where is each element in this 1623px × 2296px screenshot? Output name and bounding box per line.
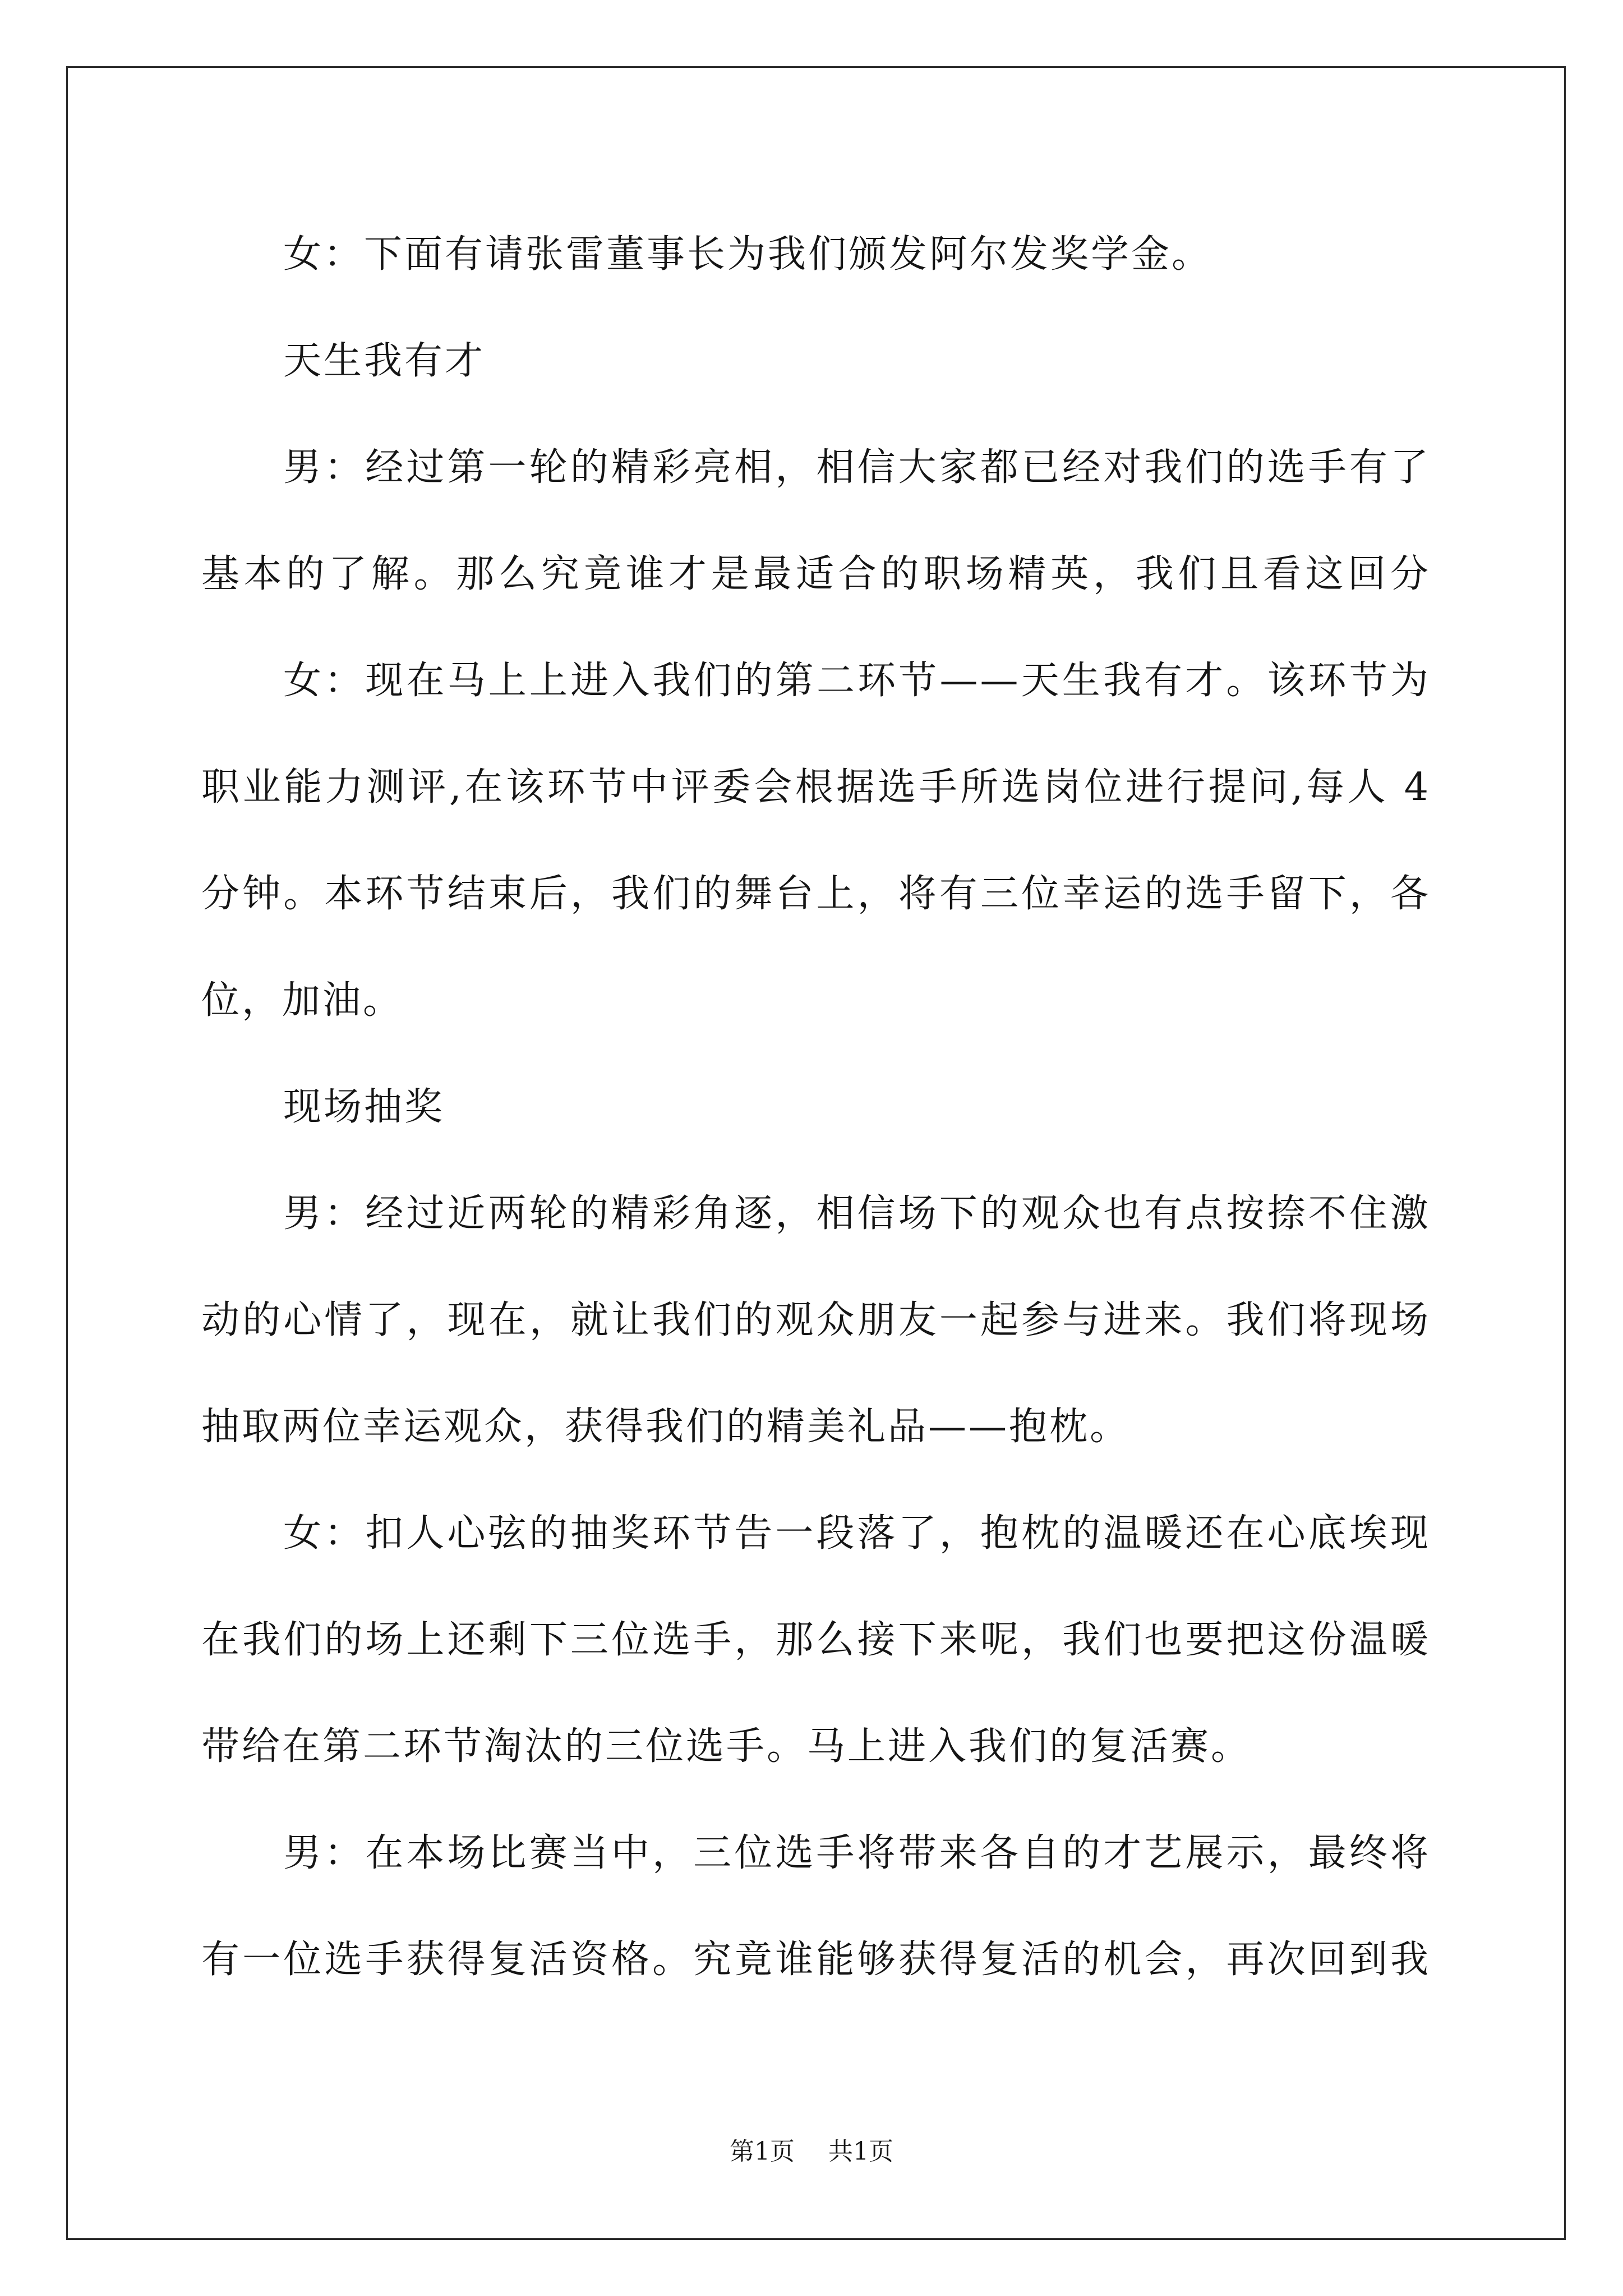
paragraph-line: 位，加油。 bbox=[201, 978, 404, 1023]
paragraph-line: 抽取两位幸运观众，获得我们的精美礼品——抱枕。 bbox=[201, 1405, 1131, 1449]
paragraph bbox=[201, 1480, 1431, 1800]
paragraph-line: 职业能力测评,在该环节中评委会根据选手所选岗位进行提问,每人 4 bbox=[201, 765, 1431, 809]
paragraph-line: 男：经过第一轮的精彩亮相，相信大家都已经对我们的选手有了 bbox=[283, 445, 1431, 490]
section-heading-text: 现场抽奖 bbox=[283, 1085, 445, 1129]
paragraph-line: 女：下面有请张雷董事长为我们颁发阿尔发奖学金。 bbox=[283, 232, 1212, 277]
page-footer bbox=[0, 2136, 1623, 2168]
section-heading bbox=[201, 1054, 1431, 1161]
paragraph-line: 带给在第二环节淘汰的三位选手。马上进入我们的复活赛。 bbox=[201, 1724, 1252, 1769]
paragraph bbox=[201, 415, 1431, 628]
paragraph-line: 动的心情了，现在，就让我们的观众朋友一起参与进来。我们将现场 bbox=[201, 1298, 1431, 1342]
paragraph bbox=[201, 201, 1431, 308]
paragraph-line: 有一位选手获得复活资格。究竟谁能够获得复活的机会，再次回到我 bbox=[201, 1938, 1431, 1982]
paragraph bbox=[201, 1161, 1431, 1480]
section-heading bbox=[201, 308, 1431, 415]
paragraph-line: 女：现在马上上进入我们的第二环节——天生我有才。该环节为 bbox=[283, 659, 1431, 703]
paragraph-line: 女：扣人心弦的抽奖环节告一段落了，抱枕的温暖还在心底埃现 bbox=[283, 1511, 1431, 1556]
paragraph bbox=[201, 628, 1431, 1054]
paragraph-line: 在我们的场上还剩下三位选手，那么接下来呢，我们也要把这份温暖 bbox=[201, 1618, 1431, 1662]
paragraph-line: 基本的了解。那么究竟谁才是最适合的职场精英，我们且看这回分 bbox=[201, 552, 1431, 596]
paragraph-line: 男：在本场比赛当中，三位选手将带来各自的才艺展示，最终将 bbox=[283, 1831, 1431, 1875]
paragraph bbox=[201, 1800, 1431, 2013]
section-heading-text: 天生我有才 bbox=[283, 339, 486, 383]
page-total: 共1页 bbox=[828, 2137, 893, 2166]
paragraph-line: 男：经过近两轮的精彩角逐，相信场下的观众也有点按捺不住激 bbox=[283, 1191, 1431, 1236]
document-body bbox=[201, 201, 1431, 2013]
paragraph-line: 分钟。本环节结束后，我们的舞台上，将有三位幸运的选手留下，各 bbox=[201, 872, 1431, 916]
page-number: 第1页 bbox=[730, 2137, 795, 2166]
